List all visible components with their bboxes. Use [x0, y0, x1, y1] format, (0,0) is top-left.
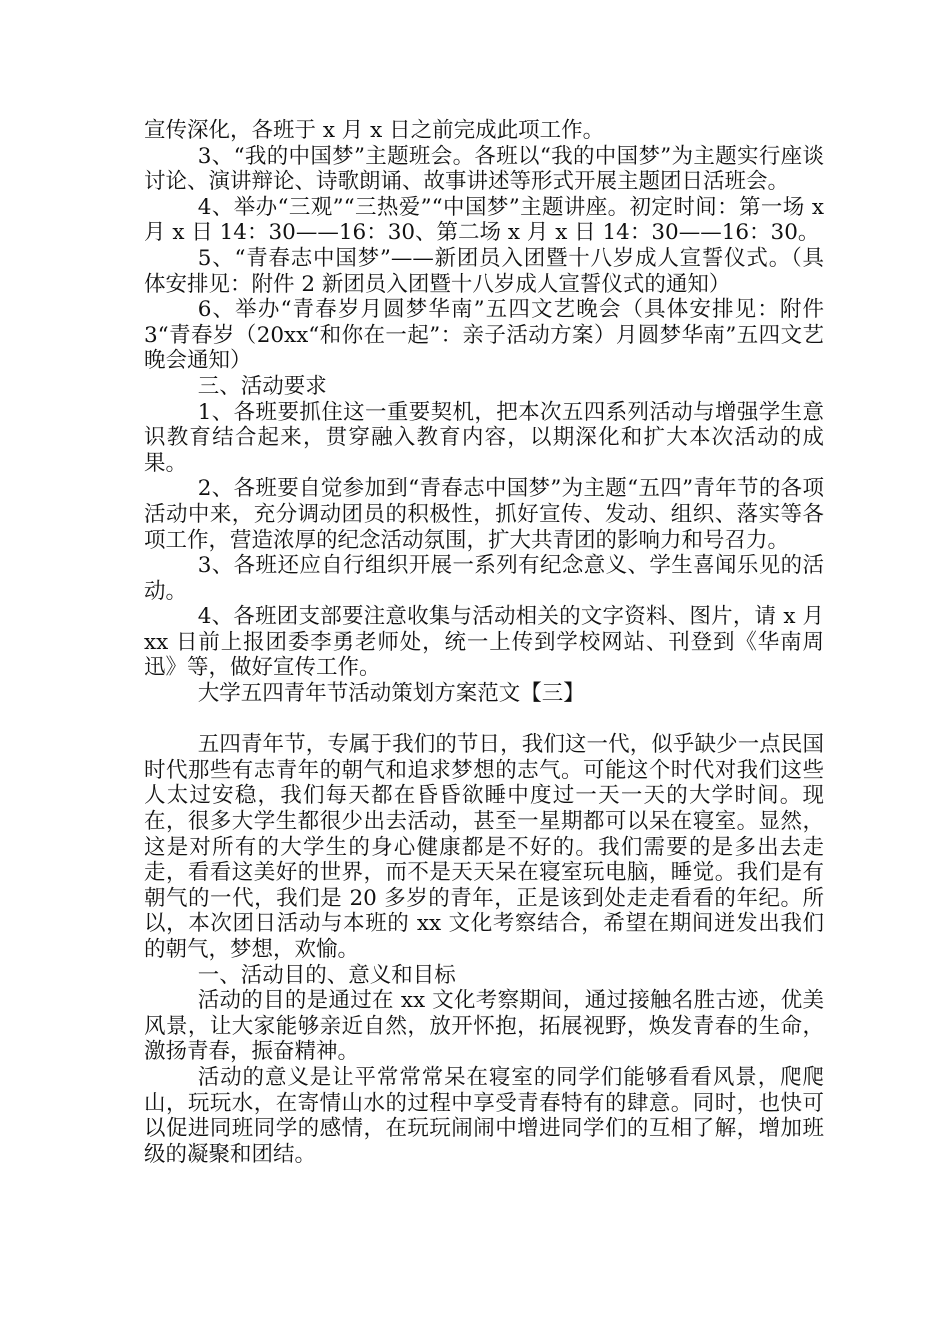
body-paragraph: 4、举办“三观”“三热爱”“中国梦”主题讲座。初定时间：第一场 x 月 x 日 14：30——16：30、第二场 x 月 x 日 14：30——16：30。 [144, 194, 824, 246]
document-page [144, 118, 824, 1167]
section-heading: 三、活动要求 [197, 373, 327, 399]
body-paragraph: 3、“我的中国梦”主题班会。各班以“我的中国梦”为主题实行座谈讨论、演讲辩论、诗歌朗诵、故事讲述等形式开展主题团日活班会。 [144, 143, 824, 195]
body-paragraph: 1、各班要抓住这一重要契机，把本次五四系列活动与增强学生意识教育结合起来，贯穿融入教育内容，以期深化和扩大本次活动的成果。 [144, 399, 824, 476]
body-paragraph: 6、举办“青春岁月圆梦华南”五四文艺晚会（具体安排见：附件 3“青春岁（20xx“和你在一起”：亲子活动方案）月圆梦华南”五四文艺晚会通知） [144, 297, 824, 374]
body-paragraph: 5、“青春志中国梦”——新团员入团暨十八岁成人宣誓仪式。（具体安排见：附件 2 新团员入团暨十八岁成人宣誓仪式的通知） [144, 245, 824, 297]
document-subtitle: 大学五四青年节活动策划方案范文【三】 [197, 681, 585, 707]
body-paragraph: 活动的目的是通过在 xx 文化考察期间，通过接触名胜古迹，优美风景，让大家能够亲近自然，放开怀抱，拓展视野，焕发青春的生命，激扬青春，振奋精神。 [144, 988, 824, 1065]
section-heading: 一、活动目的、意义和目标 [197, 962, 456, 988]
body-paragraph: 活动的意义是让平常常常呆在寝室的同学们能够看看风景，爬爬山，玩玩水，在寄情山水的过程中享受青春特有的肆意。同时，也快可以促进同班同学的感情，在玩玩闹闹中增进同学们的互相了解，增加班级的凝聚和团结。 [144, 1064, 824, 1167]
body-paragraph: 五四青年节，专属于我们的节日，我们这一代，似乎缺少一点民国时代那些有志青年的朝气和追求梦想的志气。可能这个时代对我们这些人太过安稳，我们每天都在昏昏欲睡中度过一天一天的大学时间。现在，很多大学生都很少出去活动，甚至一星期都可以呆在寝室。显然，这是对所有的大学生的身心健康都是不好的。我们需要的是多出去走走，看看这美好的世界，而不是天天呆在寝室玩电脑，睡觉。我们是有朝气的一代，我们是 20 多岁的青年，正是该到处走走看看的年纪。所以，本次团日活动与本班的 xx 文化考察结合，希望在期间迸发出我们的朝气，梦想，欢愉。 [144, 732, 824, 962]
blank-line [144, 707, 824, 733]
body-paragraph: 2、各班要自觉参加到“青春志中国梦”为主题“五四”青年节的各项活动中来，充分调动团员的积极性，抓好宣传、发动、组织、落实等各项工作，营造浓厚的纪念活动氛围，扩大共青团的影响力和号召力。 [144, 476, 824, 553]
body-paragraph: 3、各班还应自行组织开展一系列有纪念意义、学生喜闻乐见的活动。 [144, 553, 824, 604]
body-paragraph: 宣传深化，各班于 x 月 x 日之前完成此项工作。 [144, 118, 605, 143]
body-paragraph: 4、各班团支部要注意收集与活动相关的文字资料、图片，请 x 月 xx 日前上报团委李勇老师处，统一上传到学校网站、刊登到《华南周迅》等，做好宣传工作。 [144, 604, 824, 681]
